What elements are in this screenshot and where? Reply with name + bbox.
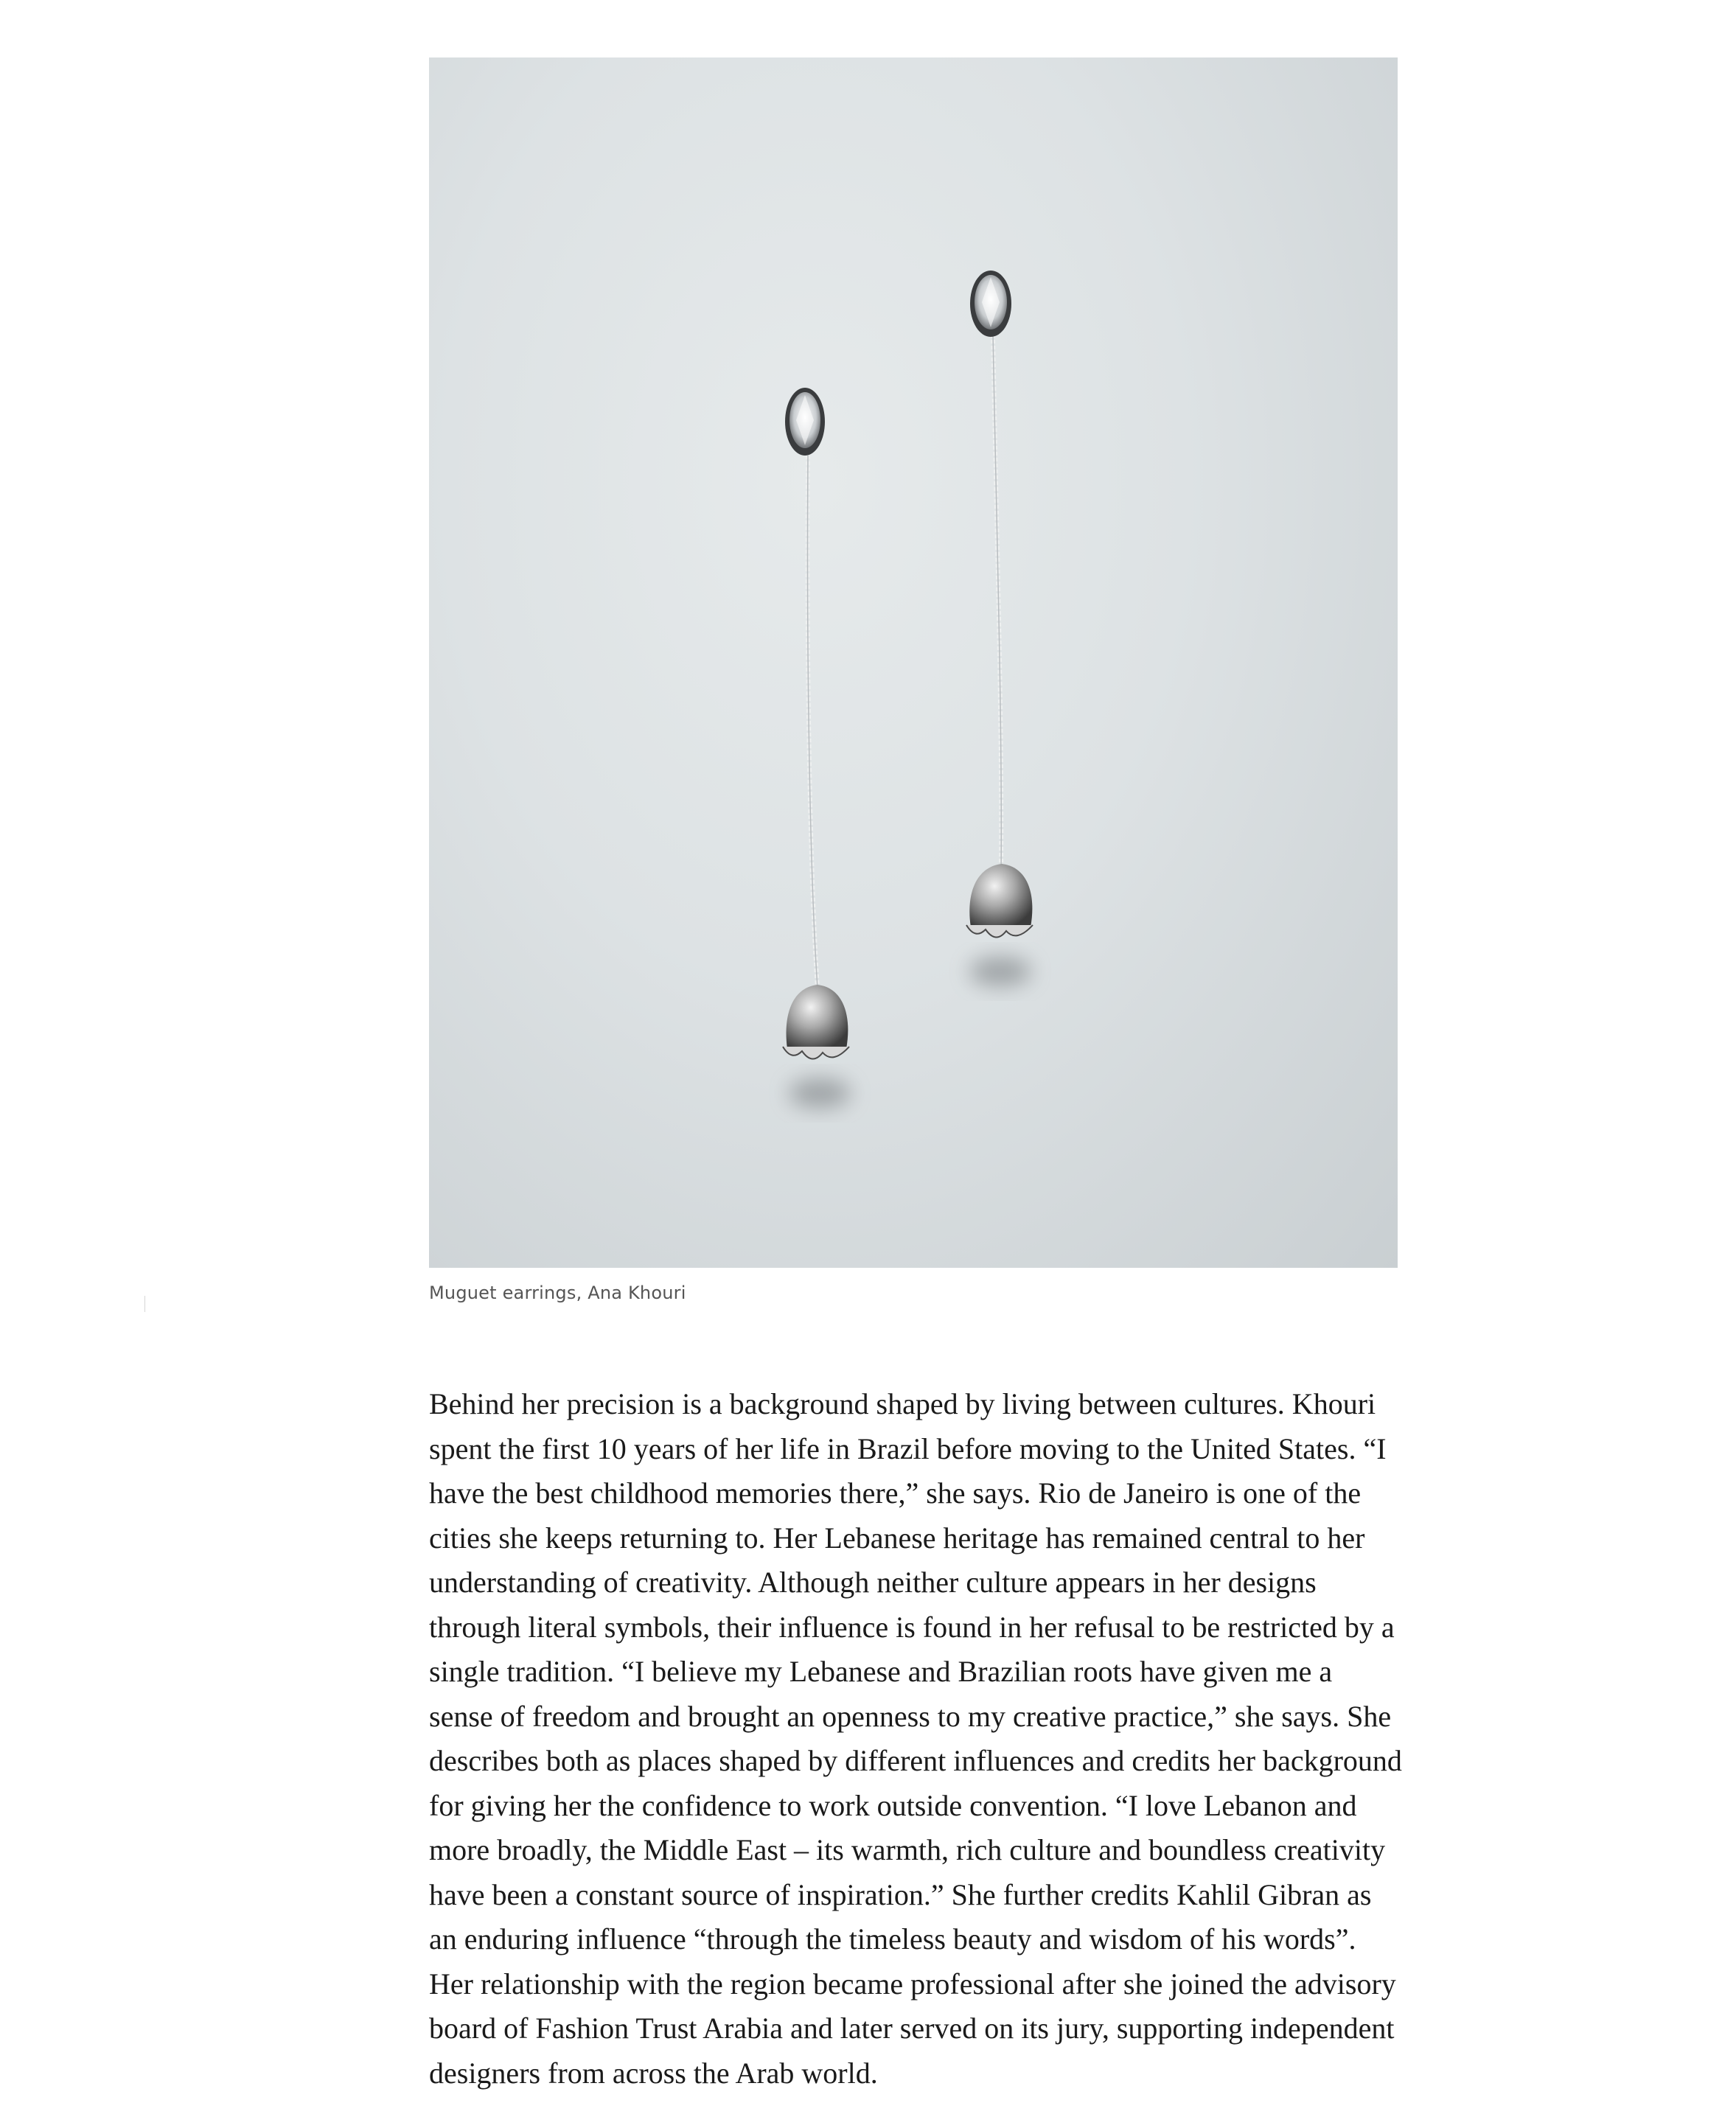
margin-divider [144,1296,145,1312]
earrings-photo [429,57,1398,1268]
right-earring [966,271,1033,986]
earrings-illustration [429,57,1398,1268]
left-earring [783,388,851,1108]
article-paragraph: Behind her precision is a background shaped by living between cultures. Khouri spent the first 10 years of her life in Brazil before moving to the United States. “I have the best childhood memories there,” she says. Rio de Janeiro is one of the cities she keeps returning to. Her Lebanese heritage has remained central to her understanding of creativity. Although neither culture appears in her designs through literal symbols, their influence is found in her refusal to be restricted by a single tradition. “I believe my Lebanese and Brazilian roots have given me a sense of freedom and brought an openness to my creative practice,” she says. She describes both as places shaped by different influences and credits her background for giving her the confidence to work outside convention. “I love Lebanon and more broadly, the Middle East – its warmth, rich culture and boundless creativity have been a constant source of inspiration.” She further credits Kahlil Gibran as an enduring influence “through the timeless beauty and wisdom of his words”. Her relationship with the region became professional after she joined the advisory board of Fashion Trust Arabia and later served on its jury, supporting independent designers from across the Arab world. [429,1387,1402,2090]
photo-caption: Muguet earrings, Ana Khouri [429,1283,686,1303]
